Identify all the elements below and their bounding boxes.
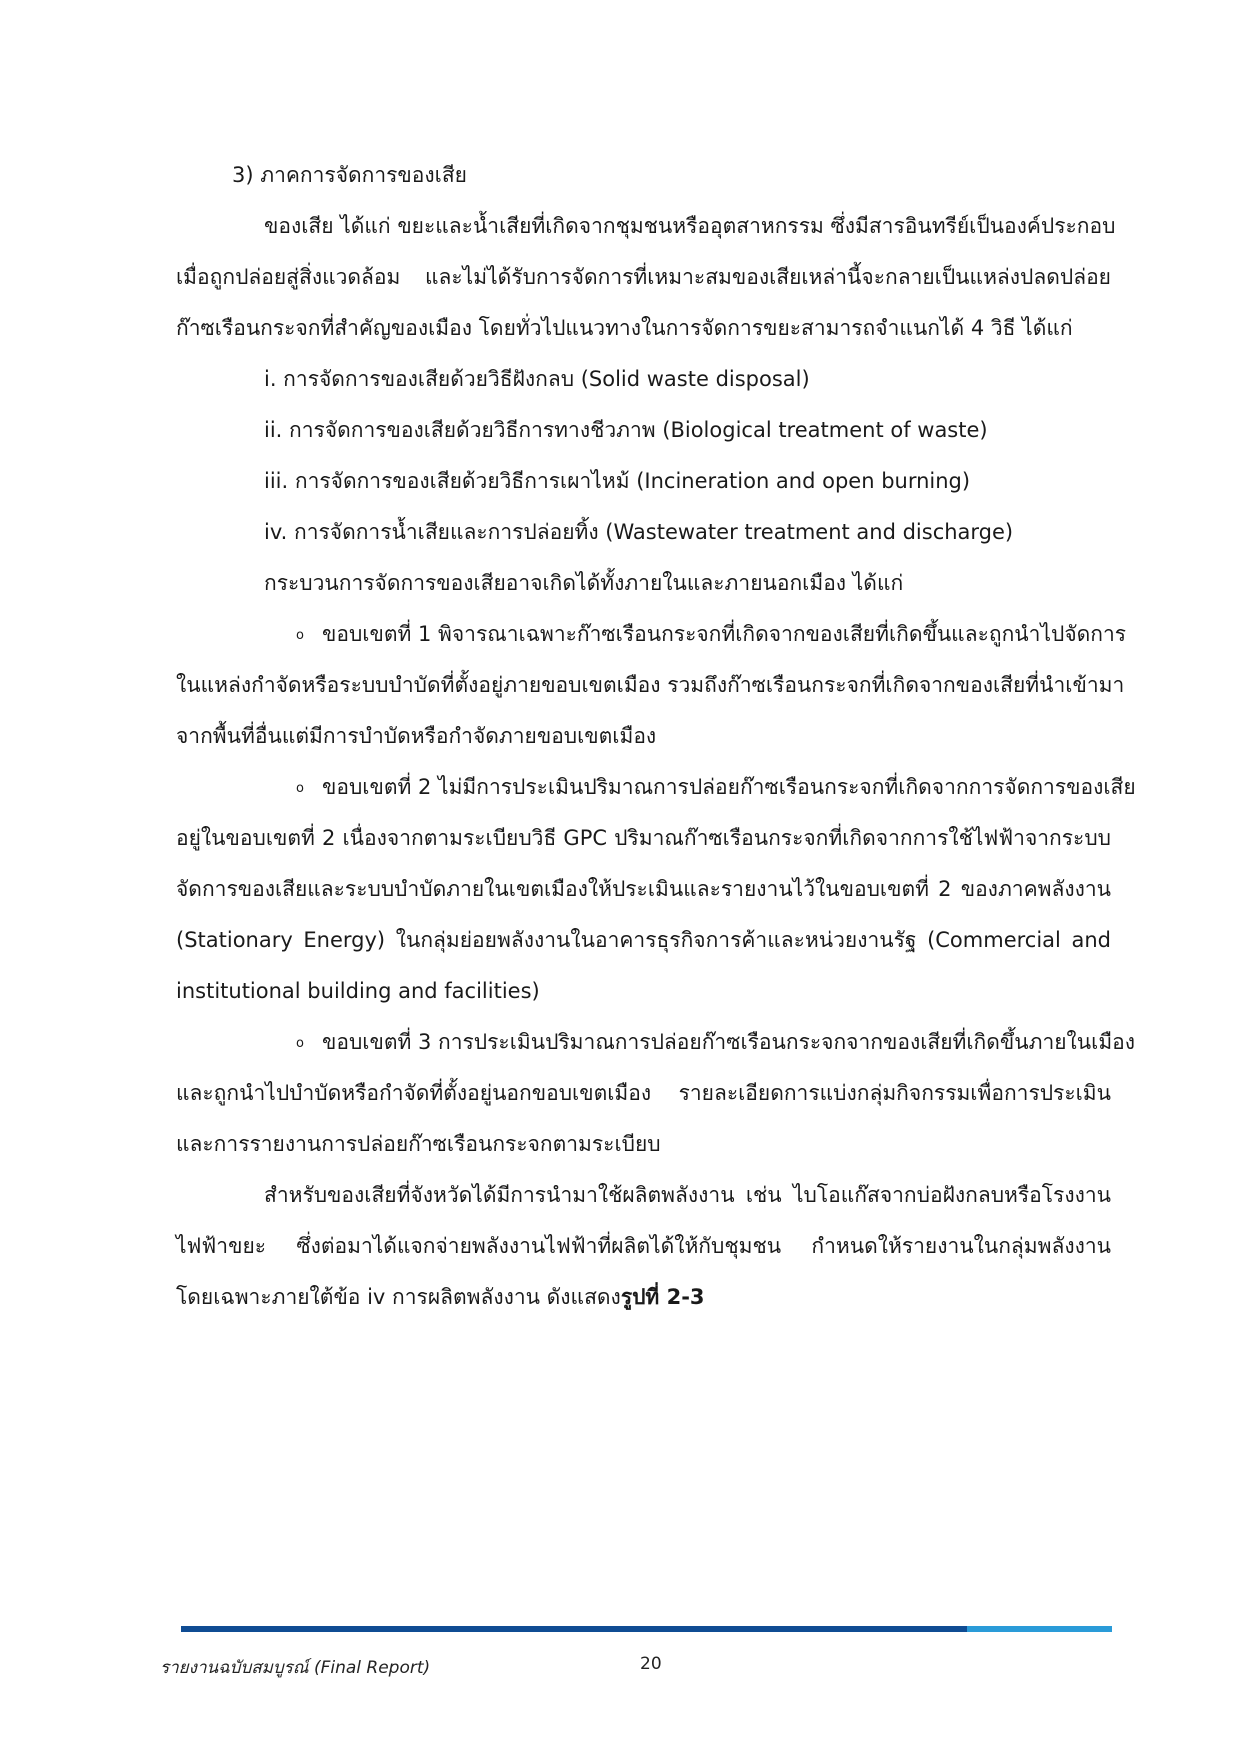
footer-bar-dark [181,1626,967,1632]
method-item: ii. การจัดการของเสียด้วยวิธีการทางชีวภาพ (Biological treatment of waste) [264,418,988,442]
process-intro: กระบวนการจัดการของเสียอาจเกิดได้ทั้งภายในและภายนอกเมือง ได้แก่ [264,571,904,595]
scope3-line: และถูกนำไปบำบัดหรือกำจัดที่ตั้งอยู่นอกขอบเขตเมือง รายละเอียดการแบ่งกลุ่มกิจกรรมเพื่อการประเมิน [176,1081,1111,1105]
footer-bar-light [967,1626,1112,1632]
energy-paragraph-line: ไฟฟ้าขยะ ซึ่งต่อมาได้แจกจ่ายพลังงานไฟฟ้าที่ผลิตได้ให้กับชุมชน กำหนดให้รายงานในกลุ่มพลังงาน [176,1234,1111,1258]
method-item: i. การจัดการของเสียด้วยวิธีฝังกลบ (Solid waste disposal) [264,367,810,391]
paragraph-line: ของเสีย ได้แก่ ขยะและน้ำเสียที่เกิดจากชุมชนหรืออุตสาหกรรม ซึ่งมีสารอินทรีย์เป็นองค์ประกอบ [264,214,1116,238]
method-item: iv. การจัดการน้ำเสียและการปล่อยทิ้ง (Wastewater treatment and discharge) [264,520,1014,544]
scope2-line: จัดการของเสียและระบบบำบัดภายในเขตเมืองให้ประเมินและรายงานไว้ในขอบเขตที่ 2 ของภาคพลังงาน [176,877,1111,901]
footer-page-number: 20 [640,1654,662,1674]
scope2-line: (Stationary Energy) ในกลุ่มย่อยพลังงานในอาคารธุรกิจการค้าและหน่วยงานรัฐ (Commercial and [176,928,1111,952]
bullet-icon: o [296,627,304,643]
energy-paragraph-line: สำหรับของเสียที่จังหวัดได้มีการนำมาใช้ผลิตพลังงาน เช่น ไบโอแก๊สจากบ่อฝังกลบหรือโรงงาน [264,1183,1111,1207]
bullet-icon: o [296,1035,304,1051]
scope3-line [176,1017,1136,1068]
document-body [176,150,1136,1323]
energy-paragraph-text: โดยเฉพาะภายใต้ข้อ iv การผลิตพลังงาน ดังแสดง [176,1285,621,1309]
scope1-line: ในแหล่งกำจัดหรือระบบบำบัดที่ตั้งอยู่ภายขอบเขตเมือง รวมถึงก๊าซเรือนกระจกที่เกิดจากของเสียที่นำเข้ามา [176,673,1125,697]
scope2-line: institutional building and facilities) [176,979,540,1003]
scope1-line [176,609,1127,660]
section-heading: 3) ภาคการจัดการของเสีย [232,163,467,187]
scope3-text: ขอบเขตที่ 3 การประเมินปริมาณการปล่อยก๊าซเรือนกระจกจากของเสียที่เกิดขึ้นภายในเมือง [322,1030,1136,1054]
energy-paragraph-line [176,1272,1111,1323]
method-item: iii. การจัดการของเสียด้วยวิธีการเผาไหม้ (Incineration and open burning) [264,469,971,493]
paragraph-line: ก๊าซเรือนกระจกที่สำคัญของเมือง โดยทั่วไปแนวทางในการจัดการขยะสามารถจำแนกได้ 4 วิธี ได้แก่ [176,316,1073,340]
figure-reference: รูปที่ 2-3 [620,1285,705,1309]
paragraph-line: เมื่อถูกปล่อยสู่สิ่งแวดล้อม และไม่ได้รับการจัดการที่เหมาะสมของเสียเหล่านี้จะกลายเป็นแหล่งปลดปล่อย [176,265,1111,289]
footer-divider-bar [181,1626,1112,1632]
bullet-icon: o [296,780,304,796]
scope2-text: ขอบเขตที่ 2 ไม่มีการประเมินปริมาณการปล่อยก๊าซเรือนกระจกที่เกิดจากการจัดการของเสีย [322,775,1136,799]
scope1-line: จากพื้นที่อื่นแต่มีการบำบัดหรือกำจัดภายขอบเขตเมือง [176,724,657,748]
scope1-text: ขอบเขตที่ 1 พิจารณาเฉพาะก๊าซเรือนกระจกที่เกิดจากของเสียที่เกิดขึ้นและถูกนำไปจัดการ [322,622,1127,646]
footer-report-title: รายงานฉบับสมบูรณ์ (Final Report) [160,1658,431,1678]
scope2-line: อยู่ในขอบเขตที่ 2 เนื่องจากตามระเบียบวิธี GPC ปริมาณก๊าซเรือนกระจกที่เกิดจากการใช้ไฟฟ้าจากระบบ [176,826,1111,850]
scope2-line [176,762,1136,813]
scope3-line: และการรายงานการปล่อยก๊าซเรือนกระจกตามระเบียบ [176,1132,661,1156]
